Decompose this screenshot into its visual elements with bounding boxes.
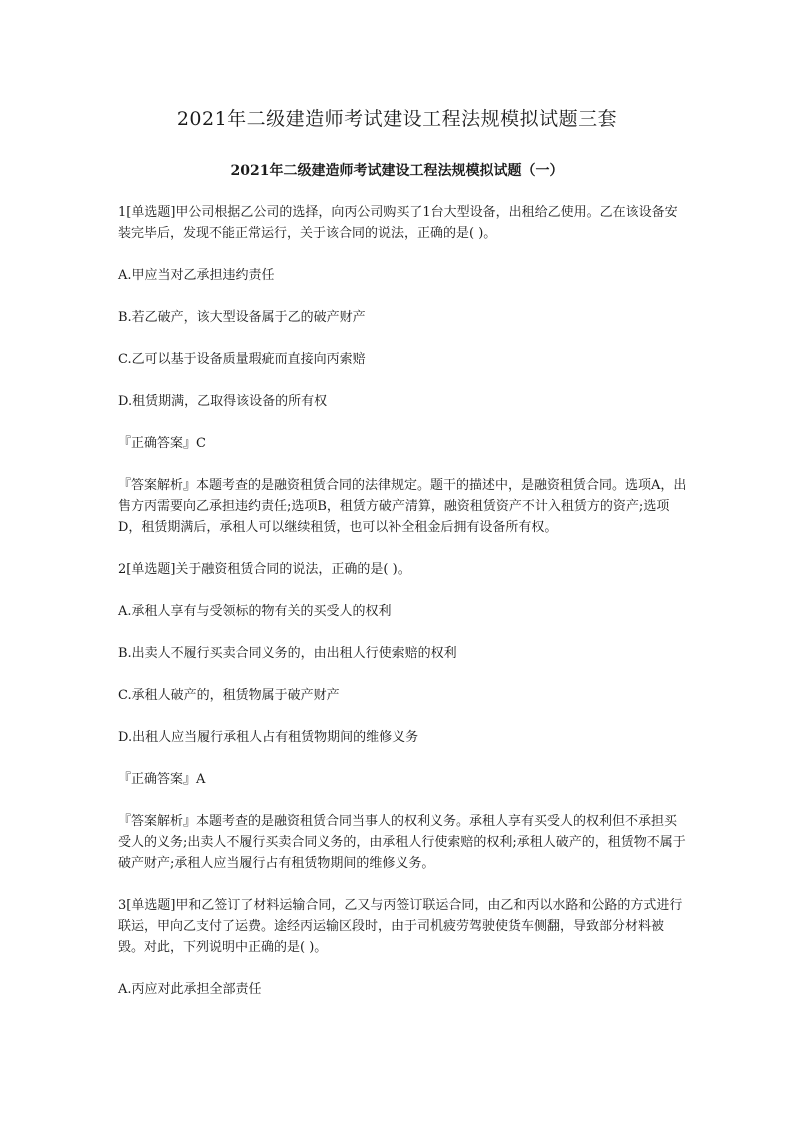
question-1 [118,202,688,538]
question-stem: 3[单选题]甲和乙签订了材料运输合同，乙又与丙签订联运合同，由乙和丙以水路和公路的方式进行联运，甲向乙支付了运费。途经丙运输区段时，由于司机疲劳驾驶使货车侧翻，导致部分材料被毁。对此，下列说明中正确的是( )。 [118,898,683,955]
document-body [118,202,688,1021]
question-stem: 1[单选题]甲公司根据乙公司的选择，向丙公司购买了1台大型设备，出租给乙使用。乙在该设备安装完毕后，发现不能正常运行，关于该合同的说法，正确的是( )。 [118,205,678,241]
question-3 [118,895,688,1000]
answer-analysis: 『答案解析』本题考查的是融资租赁合同当事人的权利义务。承租人享有买受人的权利但不承担买受人的义务;出卖人不履行买卖合同义务的，由承租人行使索赔的权利;承租人破产的，租赁物不属于破产财产;承租人应当履行占有租赁物期间的维修义务。 [118,814,686,871]
option-d: D.租赁期满，乙取得该设备的所有权 [118,394,328,409]
option-c: C.乙可以基于设备质量瑕疵而直接向丙索赔 [118,352,366,367]
option-d: D.出租人应当履行承租人占有租赁物期间的维修义务 [118,730,419,745]
option-a: A.甲应当对乙承担违约责任 [118,268,275,283]
question-stem: 2[单选题]关于融资租赁合同的说法，正确的是( )。 [118,562,411,577]
section-title: 2021年二级建造师考试建设工程法规模拟试题（一） [230,163,564,179]
question-2 [118,559,688,874]
option-a: A.丙应对此承担全部责任 [118,982,262,997]
correct-answer: 『正确答案』C [118,436,206,451]
option-a: A.承租人享有与受领标的物有关的买受人的权利 [118,604,392,619]
answer-analysis: 『答案解析』本题考查的是融资租赁合同的法律规定。题干的描述中，是融资租赁合同。选项A，出售方丙需要向乙承担违约责任;选项B，租赁方破产清算，融资租赁资产不计入租赁方的资产;选项D，租赁期满后，承租人可以继续租赁，也可以补全租金后拥有设备所有权。 [118,478,687,535]
option-c: C.承租人破产的，租赁物属于破产财产 [118,688,340,703]
document-title: 2021年二级建造师考试建设工程法规模拟试题三套 [176,108,618,130]
option-b: B.若乙破产，该大型设备属于乙的破产财产 [118,310,366,325]
option-b: B.出卖人不履行买卖合同义务的，由出租人行使索赔的权利 [118,646,457,661]
correct-answer: 『正确答案』A [118,772,206,787]
